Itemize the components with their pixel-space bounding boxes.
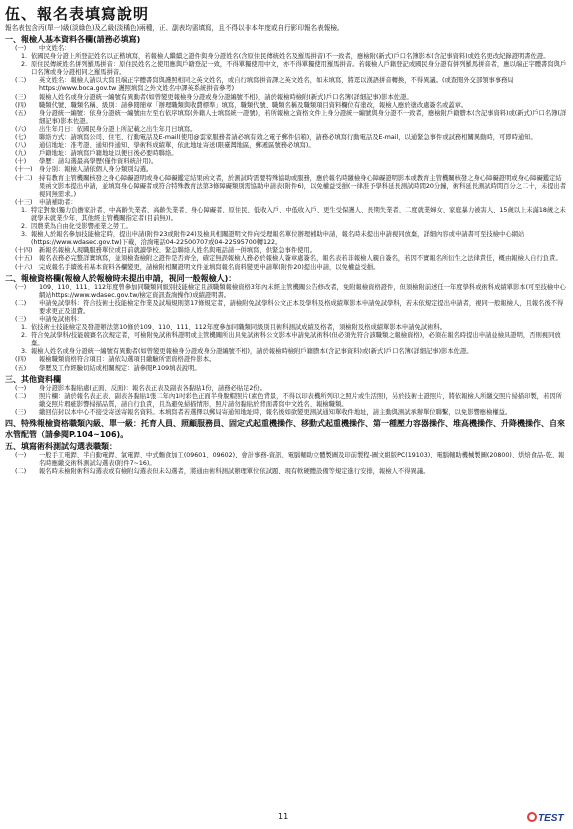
item-text: 完成報名手續後若基本資料各欄變更，請檢附相關證明文件並填寫報名資料變更申請單(附件20)提出申請，以免權益受損。	[39, 263, 380, 271]
page-number: 11	[278, 812, 289, 821]
item-number: (八)	[15, 142, 27, 150]
item-number: (二)	[15, 392, 27, 400]
item-number: (三)	[15, 93, 27, 101]
item-text: 依技術士技能檢定及發證辦法第10條於109、110、111、112年度參加同職類同級別且術科測試成績及格者，須檢附及格成績單影本申請免試術科。	[31, 324, 447, 332]
item-number: (五)	[15, 109, 27, 117]
item-text: 報檢人姓名或身分證統一編號有異動者(如曾變更報檢身分證或身分證編號不相)，請於報檢時檢附戶籍謄本(含記事資料)或(新式)戶口名簿(詳細記事)影本佐證。	[31, 348, 473, 356]
logo-text: TEST	[538, 813, 564, 824]
item-text: 109、110、111、112年度曾參加同職類同級別技能檢定且該職類報檢資格3年內未經主管機關公告修改者，免附報檢資格證件，但須檢附前述任一年度學科或術科成績單影本(可至技檢中心網站https://www.wdasec.gov.tw/檢定資訊查詢操作)成績證明書。	[39, 283, 566, 299]
test-logo	[526, 810, 566, 824]
item-text: 申請免試術科：	[39, 316, 84, 323]
item-number: 1.	[21, 53, 28, 61]
item-text: 學歷及工作經驗切結或相關規定：請參閱P.109填表說明。	[39, 364, 201, 372]
item-number: (二)	[15, 77, 27, 85]
list-item	[5, 332, 567, 348]
list-item	[5, 452, 567, 468]
item-number: (三)	[15, 408, 27, 416]
item-text: 學歷：請勾選最高學歷(僅作資料統計用)。	[39, 158, 158, 166]
item-text: 戶籍地址：請填寫戶籍地址以便日後必要時聯絡。	[39, 150, 178, 158]
item-number: (九)	[15, 150, 27, 158]
item-text: 報檢人姓名或身分證統一編號有異動者(如曾變更報檢身分證或身分證編號不相)，請於報檢時檢附(新式)戶口名簿(詳細記事)影本佐證。	[39, 93, 413, 101]
item-number: (三)	[15, 316, 27, 323]
page-title: 伍、報名表填寫說明	[5, 5, 150, 23]
list-item	[5, 53, 567, 61]
item-text: 申請補助者：	[39, 198, 77, 206]
lead-paragraph: 報名表包含丙(單一)級(淡綠色)及乙級(淡橘色)兩種，正、副表均需填寫，且不得以非本年度或自行影印報名表報檢。	[5, 24, 344, 32]
item-number: 2.	[21, 223, 28, 231]
list-item	[5, 316, 567, 324]
item-number: (二)	[15, 468, 27, 476]
item-number: (一)	[15, 452, 27, 460]
item-number: (五)	[15, 364, 27, 372]
item-number: (四)	[15, 356, 27, 364]
list-item	[5, 94, 567, 102]
section-heading: 四、特殊報檢資格職類內級、單一級：托育人員、照顧服務員、固定式起重機操作、移動式起重機操作、第一種壓力容器操作、堆高機操作、升降機操作、自來水管配管（請參閱P.104~106)。	[5, 419, 565, 440]
item-text: 報檢人於報名參加技能檢定時，提出申請(附件23或附件24)及檢具相關證明文件向受理報名單位辦理補助申請，報名時未提出申請視同放棄，詳細內容或申請書可至技檢中心網站(https://www.wdasec.gov.tw)下載，洽詢電話04-22500707或04-22595700轉122。	[31, 231, 525, 247]
item-number: (十三)	[15, 198, 33, 206]
item-text: 出生年月日：依國民身分證上所記載之出生年月日填寫。	[39, 125, 197, 133]
list-item	[5, 231, 567, 247]
item-number: (十一)	[15, 166, 33, 174]
item-number: (七)	[15, 134, 27, 142]
item-number: 3.	[21, 348, 28, 356]
item-number: (十六)	[15, 263, 33, 271]
item-number: (十五)	[15, 255, 33, 263]
item-text: 身分證影本黏貼處(正面、反面)：報名表正表及副表各黏貼1份，請務必貼足2份。	[39, 384, 267, 392]
list-item	[5, 134, 567, 142]
item-number: 2.	[21, 61, 28, 69]
item-number: 3.	[21, 231, 28, 239]
item-number: 2.	[21, 332, 28, 340]
list-item	[5, 264, 567, 272]
list-item	[5, 324, 567, 332]
list-item	[5, 223, 567, 231]
list-item	[5, 166, 567, 174]
item-text: 職類代號、職類名稱、級別：請參閱簡章「辦理職類與收費標準」填寫，職類代號、職類名稱及職類項目資料欄位有塗改，報檢人應於塗改處簽名或蓋章。	[39, 101, 468, 109]
list-item	[5, 255, 567, 263]
item-text: 聯絡方式：請填寫公司、住宅、行動電話及E-mail(使用@雲家服務者請必填有效之電子郵件信箱)，請務必填寫行動電話及E-mail，以通緊急事件或試務相關異動時，可即時通知。	[39, 134, 537, 142]
item-text: 申請免試學科：符合技術士技能檢定作業及試場規則第17條規定者，請檢附免試學科公文正本及學科及格成績單影本申請免試學科，若未依規定提出申請者，視同一般報檢人，且報名後不得要求更正及退費。	[39, 299, 564, 315]
item-number: 1.	[21, 324, 28, 332]
list-item	[5, 468, 567, 476]
item-number: (四)	[15, 101, 27, 109]
list-item	[5, 45, 567, 53]
list-item	[5, 300, 567, 316]
page-footer	[0, 810, 573, 826]
item-text: 一般手工電銲、半自動電銲、氣電銲、中式麵食加工(09601、09602)、會計事務-資訊、電腦輔助立體製圖及印前製程-圖文組版PC(19103)、電腦輔助機械製圖(20800)、烘焙食品-乾、報名時應繳交術科測試勾選表(附件7~16)。	[39, 452, 565, 468]
item-text: 符合免試學科/技能競賽名次規定者，可檢附免試術科證明或主管機關所出具免試術科公文影本申請免試術科(但必須先符合該職類之報檢資格)，必須在報名時提出申請並檢具證明，否則視同放棄。	[31, 332, 561, 348]
item-text: 特定對象(獨力負擔家計者、中高齡失業者、高齡失業者、身心障礙者、原住民、低收入戶、中低收入戶、更生受保護人、長期失業者、二度就業婦女、家庭暴力被害人、15歲以上未滿18歲之未就學未就業少年、其他經主管機關指定者(目前無))。	[31, 206, 566, 222]
item-text: 持有教育主管機關核發之身心障礙證明或身心障礙鑑定結果函文者，於測試時需要特殊協助或服務，應於報名時繳檢身心障礙證明影本或教育主管機關核發之身心障礙證明或身心障礙鑑定結果函文影本提出申請，並填寫身心障礙者或符合特殊教育法第3條障礙類別需協助申請表(附件6)，以免權益受損(一律准予學科延長測試時間20分鐘，術科延長測試時間百分之二十，未提出者視同無需求。)	[39, 174, 567, 198]
item-number: (十二)	[15, 174, 33, 182]
section-heading: 一、報檢人基本資料各欄(請務必填寫)	[5, 35, 141, 44]
item-text: 依國民身分證上所登記姓名以正楷填寫，若報檢人繼續之證件與身分證姓名(含原住民傳統姓名及羅馬拼音)不一致者，應檢附(新式)戶口名簿影本(含記事資料)或姓名更改紀錄證明書佐證。	[31, 53, 550, 61]
item-text: 報名時未檢附術科勾選表或有檢附勾選表但未勾選者，將通由術科測試辦理單位依試題、現有軟硬體設備等規定進行安排，報檢人不得異議。	[39, 468, 430, 476]
item-number: (六)	[15, 125, 27, 133]
item-text: 照片欄：請於報名表正表、副表各黏貼1張二年內1吋彩色正面半身脫帽照片(素色背景，不得以印表機所列印之照片或生活照)，另於技術士證照片，將依報檢人所繳交照片掃描印製，若因所繳交照片瑕疵影響掃描品質，請自行負責，且為避免掃描情形，照片請勿黏貼於背面書寫中文姓名、報檢職類。	[39, 392, 562, 408]
item-number: (一)	[15, 384, 27, 392]
list-item	[5, 385, 567, 393]
item-text: 繳回信封以本中心不接受寄送寄報名資料。本填寫者若選擇以郵局寄通知地址時，報名後如欲變更測試通知單收件地址，請主動與測試承辦單位聯繫，以免影響應檢權益。	[39, 408, 512, 416]
item-text: 因農業為自由化受影響產業之勞工。	[31, 223, 132, 231]
item-text: 中文姓名：	[39, 45, 71, 52]
item-number: (一)	[15, 283, 27, 291]
section-heading: 二、報檢資格欄(報檢人於報檢時未提出申請，視同一般報檢人)：	[5, 273, 237, 283]
item-text: 新報名報檢人現職服務單位或目前就讀學校、緊急聯絡人姓名與電話請一併填寫，供緊急事件使用。	[39, 247, 317, 255]
list-item	[5, 61, 567, 77]
item-number: (一)	[15, 45, 27, 52]
list-item	[5, 175, 567, 199]
list-item	[5, 207, 567, 223]
list-item	[5, 356, 567, 364]
list-item	[5, 77, 567, 93]
list-item	[5, 199, 567, 207]
list-item	[5, 110, 567, 126]
item-text: 通信地址：准考證、通知件通知、學術科成績單，依此地址寄送(限臺灣地區，郵遞區號務必填寫)。	[39, 142, 315, 150]
section-heading: 三、其他資料欄	[5, 374, 61, 384]
item-text: 身分證統一編號：依身分證統一編號由左至右依序填寫(外籍人士填寫統一證號)，若所報檢之資格文件上身分證統一編號與身分證不一致者，應檢附戶籍謄本(含記事資料)或(新式)戶口名簿(詳細記事)影本佐證。	[39, 109, 567, 125]
list-item	[5, 393, 567, 409]
document-body	[5, 24, 567, 476]
list-item	[5, 284, 567, 300]
item-number: (二)	[15, 299, 27, 307]
item-text: 英文姓名：報檢人請以大寫且端正字體書寫與護照相同之英文姓名，或自行填寫拼音譯之英文姓名，如未填寫，將逕以漢語拼音轉換，不得異議。(或查閱外交部領事事務局 https://www.boca.gov.tw 護照填寫之外文姓名中譯英系統拼音參考)	[39, 77, 514, 93]
item-number: (十四)	[15, 247, 33, 255]
list-item	[5, 102, 567, 110]
list-item	[5, 142, 567, 150]
list-item	[5, 409, 567, 417]
list-item	[5, 126, 567, 134]
item-text: 身分別：報檢人請依個人身分類別勾選。	[39, 166, 153, 174]
section-heading: 五、填寫術科測試勾選表職類：	[5, 442, 117, 452]
item-number: 1.	[21, 206, 28, 214]
item-number: (十)	[15, 158, 27, 166]
item-text: 報檢職類資格符合項目：請依勾選項目繳驗所需資格證件影本。	[39, 356, 216, 364]
item-text: 報名表務必完整詳實填寫，並須檢查檢附之證件是否齊全，確定無誤報檢人務必於報檢人簽章處簽名，報名表若非報檢人親自簽名，若因不實報名所衍生之法律責任，概由報檢人自行負責。	[39, 255, 562, 263]
item-text: 原住民傳統姓名併列羅馬拼音：原住民姓名之使用應與戶籍登記一致，不得單獨使用中文，亦不得單獨使用羅馬拼音。若報檢人戶籍登記或國民身分證有併列羅馬拼音者，應以端正字體書寫與戶口名簿或身分證相同之羅馬拼音。	[31, 61, 567, 77]
list-item	[5, 365, 567, 373]
